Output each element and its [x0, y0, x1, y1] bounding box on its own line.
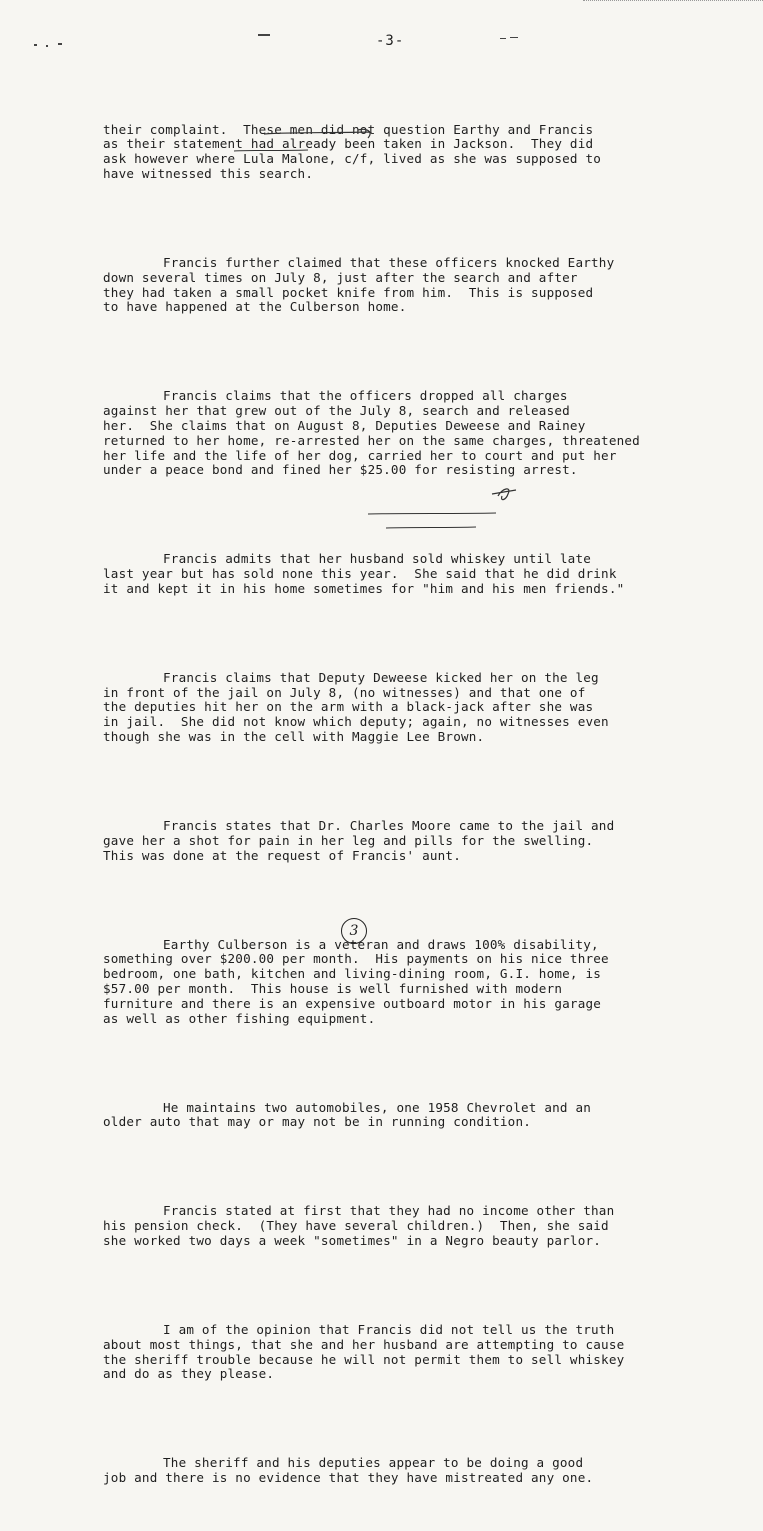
text-line: Francis claims that the officers dropped all charges — [163, 388, 568, 404]
paragraph — [103, 93, 743, 211]
text-line: down several times on July 8, just after the search and after — [103, 269, 578, 285]
text-line: Francis states that Dr. Charles Moore came to the jail and — [163, 818, 615, 834]
paragraph — [103, 1071, 743, 1160]
text-line: and do as they please. — [103, 1366, 275, 1382]
text-line: bedroom, one bath, kitchen and living-dining room, G.I. home, is — [103, 966, 602, 982]
text-line: older auto that may or may not be in running condition. — [103, 1114, 532, 1130]
paragraph — [103, 1427, 743, 1516]
text-line: last year but has sold none this year. She said that he did drink — [103, 566, 617, 582]
paragraph — [103, 641, 743, 774]
circled-page-number: 3 — [341, 918, 367, 944]
text-line: gave her a shot for pain in her leg and pills for the swelling. — [103, 832, 594, 848]
paragraph — [103, 226, 743, 344]
text-line: something over $200.00 per month. His payments on his nice three — [103, 951, 609, 967]
text-line: to have happened at the Culberson home. — [103, 299, 407, 315]
paragraph — [103, 1175, 743, 1279]
text-line: $57.00 per month. This house is well furnished with modern — [103, 981, 563, 997]
text-line: I am of the opinion that Francis did not tell us the truth — [163, 1321, 615, 1337]
paragraph — [103, 789, 743, 893]
scan-speck — [510, 37, 518, 38]
text-line: Francis further claimed that these officers knocked Earthy — [163, 254, 615, 270]
text-line: returned to her home, re-arrested her on the same charges, threatened — [103, 432, 640, 448]
text-line: job and there is no evidence that they have mistreated any one. — [103, 1470, 594, 1486]
text-line: the sheriff trouble because he will not permit them to sell whiskey — [103, 1351, 625, 1367]
paragraph — [103, 523, 743, 627]
text-line: the deputies hit her on the arm with a black-jack after she was — [103, 699, 594, 715]
text-line: she worked two days a week "sometimes" in a Negro beauty parlor. — [103, 1232, 602, 1248]
scan-speck — [46, 45, 48, 47]
scan-edge-dots — [583, 0, 763, 3]
text-line: against her that grew out of the July 8, search and released — [103, 403, 570, 419]
text-line: This was done at the request of Francis' aunt. — [103, 847, 461, 863]
text-line: have witnessed this search. — [103, 165, 314, 181]
text-line: The sheriff and his deputies appear to be doing a good — [163, 1455, 584, 1471]
text-line: his pension check. (They have several children.) Then, she said — [103, 1218, 609, 1234]
text-line: as well as other fishing equipment. — [103, 1010, 376, 1026]
text-line: as their statement had already been taken in Jackson. They did — [103, 136, 594, 152]
scan-speck — [34, 44, 37, 46]
text-line: Francis admits that her husband sold whiskey until late — [163, 551, 592, 567]
text-line: Francis stated at first that they had no income other than — [163, 1203, 615, 1219]
text-line: her life and the life of her dog, carried her to court and put her — [103, 447, 617, 463]
text-line: it and kept it in his home sometimes for "him and his men friends." — [103, 580, 625, 596]
scan-speck — [500, 38, 506, 39]
text-line: He maintains two automobiles, one 1958 Chevrolet and an — [163, 1099, 592, 1115]
paragraph — [103, 1293, 743, 1411]
scan-speck — [58, 43, 62, 45]
text-line: ask however where Lula Malone, c/f, lived as she was supposed to — [103, 151, 602, 167]
paragraph — [103, 908, 743, 1056]
text-line: they had taken a small pocket knife from him. This is supposed — [103, 284, 594, 300]
page-number: -3- — [376, 33, 405, 49]
scan-speck — [258, 34, 270, 36]
text-line: their complaint. These men did not question Earthy and Francis — [103, 121, 594, 137]
text-line: furniture and there is an expensive outboard motor in his garage — [103, 995, 602, 1011]
text-line: about most things, that she and her husband are attempting to cause — [103, 1336, 625, 1352]
text-line: Earthy Culberson is a veteran and draws 100% disability, — [163, 936, 599, 952]
text-line: though she was in the cell with Maggie Lee Brown. — [103, 729, 485, 745]
text-line: in jail. She did not know which deputy; again, no witnesses even — [103, 714, 609, 730]
text-line: in front of the jail on July 8, (no witnesses) and that one of — [103, 684, 586, 700]
text-line: under a peace bond and fined her $25.00 for resisting arrest. — [103, 462, 578, 478]
paragraph — [103, 360, 743, 508]
letter-body — [103, 93, 743, 1531]
text-line: Francis claims that Deputy Deweese kicked her on the leg — [163, 669, 599, 685]
text-line: her. She claims that on August 8, Deputies Deweese and Rainey — [103, 417, 586, 433]
